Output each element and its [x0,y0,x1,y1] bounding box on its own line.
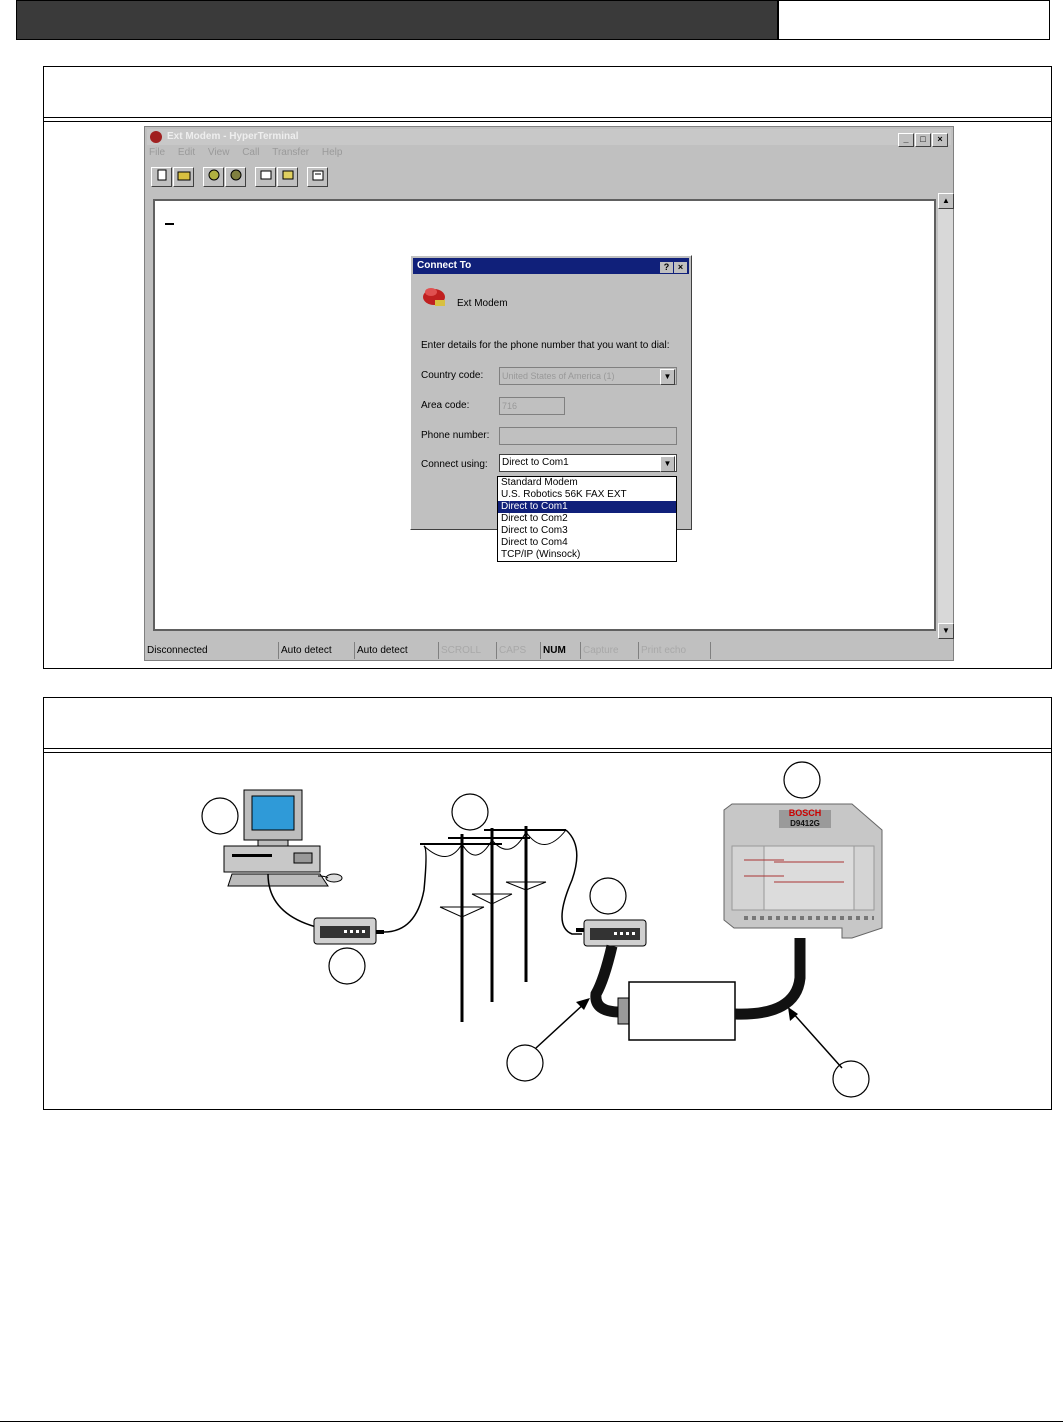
figure-title-area [44,698,1051,749]
area-code-input[interactable]: 716 [499,397,565,415]
connect-using-select[interactable]: Direct to Com1 ▼ [499,454,677,472]
window-controls [897,132,948,148]
menu-transfer[interactable]: Transfer [272,147,310,158]
dropdown-option[interactable]: Direct to Com4 [501,537,568,548]
status-caps: CAPS [497,642,541,659]
vertical-scrollbar[interactable] [938,193,953,639]
interface-box [618,982,735,1040]
scroll-down-button[interactable]: ▼ [938,623,954,639]
phone-icon [421,282,447,308]
connect-using-label: Connect using: [421,459,488,470]
dropdown-option[interactable]: Direct to Com2 [501,513,568,524]
callout-circle [590,878,626,914]
country-code-select[interactable]: United States of America (1) ▼ [499,367,677,385]
computer-icon [224,790,342,886]
modem-icon [314,918,384,944]
phone-number-label: Phone number: [421,430,490,441]
menu-view[interactable]: View [207,147,230,158]
new-icon[interactable] [151,167,172,187]
menu-file[interactable]: File [149,147,166,158]
disconnect-icon[interactable] [225,167,246,187]
window-title: Ext Modem - HyperTerminal [167,131,299,142]
connect-icon[interactable] [203,167,224,187]
connect-using-dropdown-list [497,476,677,562]
status-capture: Capture [581,642,639,659]
panel-model: D9412G [790,819,820,828]
status-scroll: SCROLL [439,642,497,659]
callout-circle [452,794,488,830]
callout-circle [507,1045,543,1081]
open-icon[interactable] [173,167,194,187]
terminal-cursor [165,223,174,225]
close-button[interactable]: × [932,133,948,147]
dropdown-option[interactable]: U.S. Robotics 56K FAX EXT [501,489,627,500]
status-connection: Disconnected [145,642,279,659]
scroll-up-button[interactable]: ▲ [938,193,954,209]
country-code-label: Country code: [421,370,484,381]
status-detect-2: Auto detect [355,642,439,659]
area-code-label: Area code: [421,400,470,411]
header-bar-right [778,0,1050,40]
toolbar [151,167,329,189]
chevron-down-icon: ▼ [660,456,675,472]
connection-diagram [44,750,1051,1108]
figure-title-area [44,67,1051,118]
menu-call[interactable]: Call [242,147,260,158]
callout-circle [202,798,238,834]
hyperterminal-app-icon [150,131,162,143]
dialog-prompt: Enter details for the phone number that you want to dial: [421,340,670,351]
callout-circle [833,1061,869,1097]
menu-help[interactable]: Help [321,147,343,158]
dropdown-option-selected[interactable]: Direct to Com1 [498,501,676,513]
dropdown-option[interactable]: TCP/IP (Winsock) [501,549,581,560]
phone-number-input[interactable] [499,427,677,445]
telephone-poles-icon [420,826,566,1022]
dialog-title-bar[interactable] [413,258,689,274]
send-icon[interactable] [255,167,276,187]
callout-circle [784,762,820,798]
connection-name: Ext Modem [457,298,508,309]
hyperterminal-window [144,126,954,661]
maximize-button[interactable]: □ [915,133,931,147]
page-bottom-rule [0,1421,1063,1422]
help-button[interactable]: ? [660,262,673,273]
modem-icon [576,920,646,946]
status-num: NUM [541,642,581,659]
minimize-button[interactable]: _ [898,133,914,147]
status-detect-1: Auto detect [279,642,355,659]
status-bar [145,641,953,660]
menu-bar [149,147,352,163]
dropdown-option[interactable]: Standard Modem [501,477,578,488]
menu-edit[interactable]: Edit [177,147,196,158]
chevron-down-icon: ▼ [660,369,675,385]
window-title-bar[interactable] [147,129,951,145]
panel-brand: BOSCH [788,808,822,818]
receive-icon[interactable] [277,167,298,187]
properties-icon[interactable] [307,167,328,187]
status-print-echo: Print echo [639,642,711,659]
dropdown-option[interactable]: Direct to Com3 [501,525,568,536]
dialog-close-button[interactable]: × [674,262,687,273]
header-bar-dark [16,0,778,40]
callout-circle [329,948,365,984]
bosch-control-panel [724,804,882,938]
dialog-title: Connect To [417,260,472,271]
